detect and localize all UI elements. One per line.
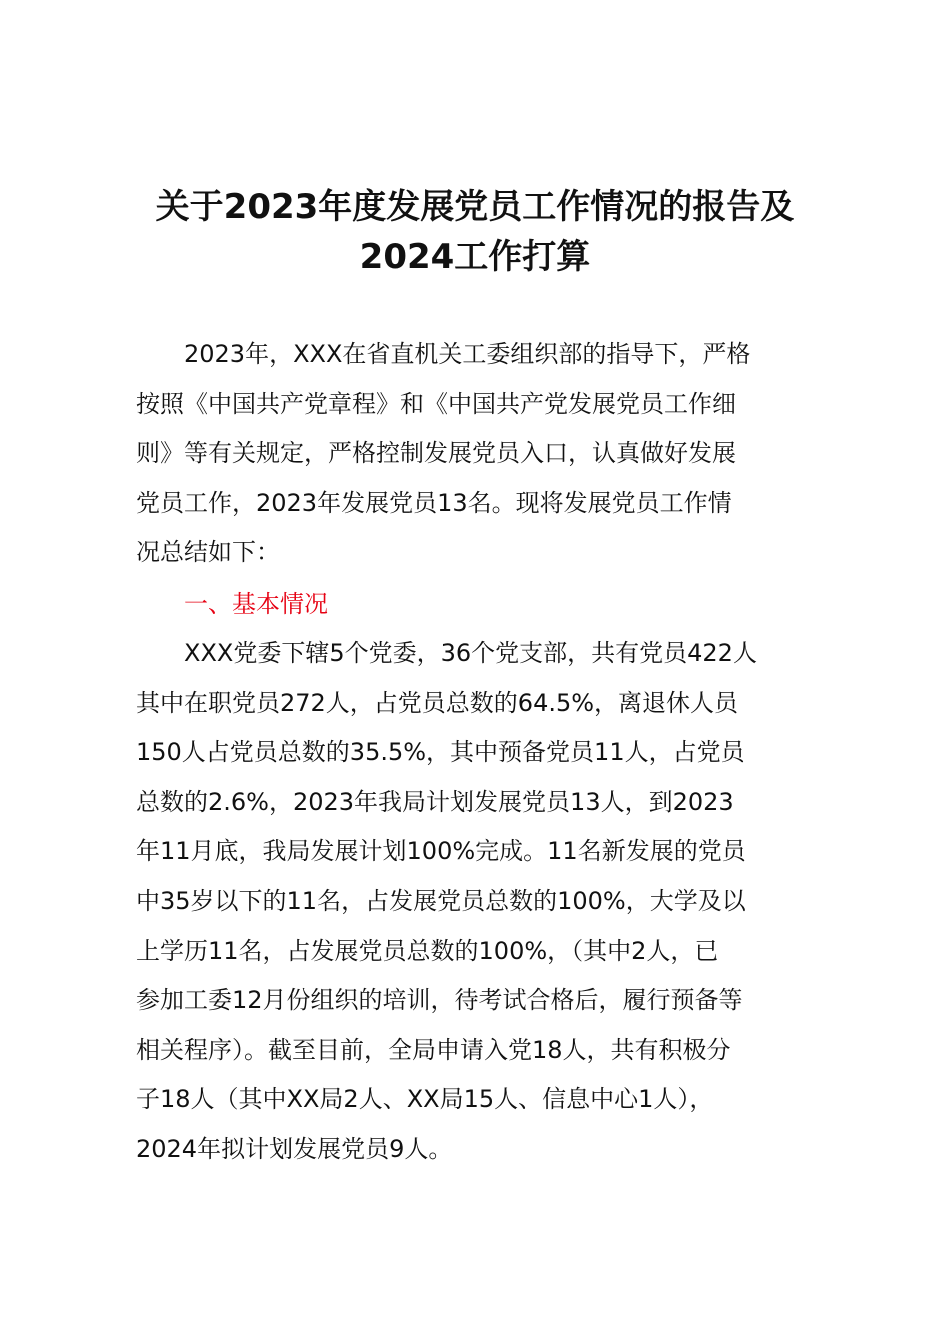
section-line: 子18人（其中XX局2人、XX局15人、信息中心1人），	[136, 1085, 714, 1114]
section-line: 2024年拟计划发展党员9人。	[136, 1134, 453, 1163]
intro-line: 则》等有关规定，严格控制发展党员入口，认真做好发展	[136, 439, 736, 468]
section-paragraph	[136, 629, 850, 1175]
section-line: XXX党委下辖5个党委，36个党支部，共有党员422人	[184, 639, 757, 667]
intro-line: 按照《中国共产党章程》和《中国共产党发展党员工作细	[136, 389, 736, 418]
document-title	[100, 182, 850, 282]
section-line: 参加工委12月份组织的培训，待考试合格后，履行预备等	[136, 986, 743, 1015]
intro-line: 2023年，XXX在省直机关工委组织部的指导下，严格	[184, 340, 751, 368]
intro-line: 党员工作，2023年发展党员13名。现将发展党员工作情	[136, 488, 732, 517]
section-line: 其中在职党员272人，占党员总数的64.5%，离退休人员	[136, 688, 739, 717]
section-line: 总数的2.6%，2023年我局计划发展党员13人，到2023	[136, 787, 734, 816]
title-line-2: 2024工作打算	[359, 237, 591, 277]
section-line: 150人占党员总数的35.5%，其中预备党员11人，占党员	[136, 738, 745, 767]
section-line: 相关程序）。截至目前，全局申请入党18人，共有积极分	[136, 1035, 731, 1064]
title-line-1: 关于2023年度发展党员工作情况的报告及	[155, 187, 795, 227]
section-line: 中35岁以下的11名，占发展党员总数的100%，大学及以	[136, 886, 746, 915]
intro-line: 况总结如下：	[136, 538, 280, 567]
section-heading: 一、基本情况	[184, 590, 328, 618]
section-line: 上学历11名，占发展党员总数的100%，（其中2人，已	[136, 936, 719, 965]
intro-paragraph	[136, 330, 850, 578]
section-line: 年11月底，我局发展计划100%完成。11名新发展的党员	[136, 837, 746, 866]
